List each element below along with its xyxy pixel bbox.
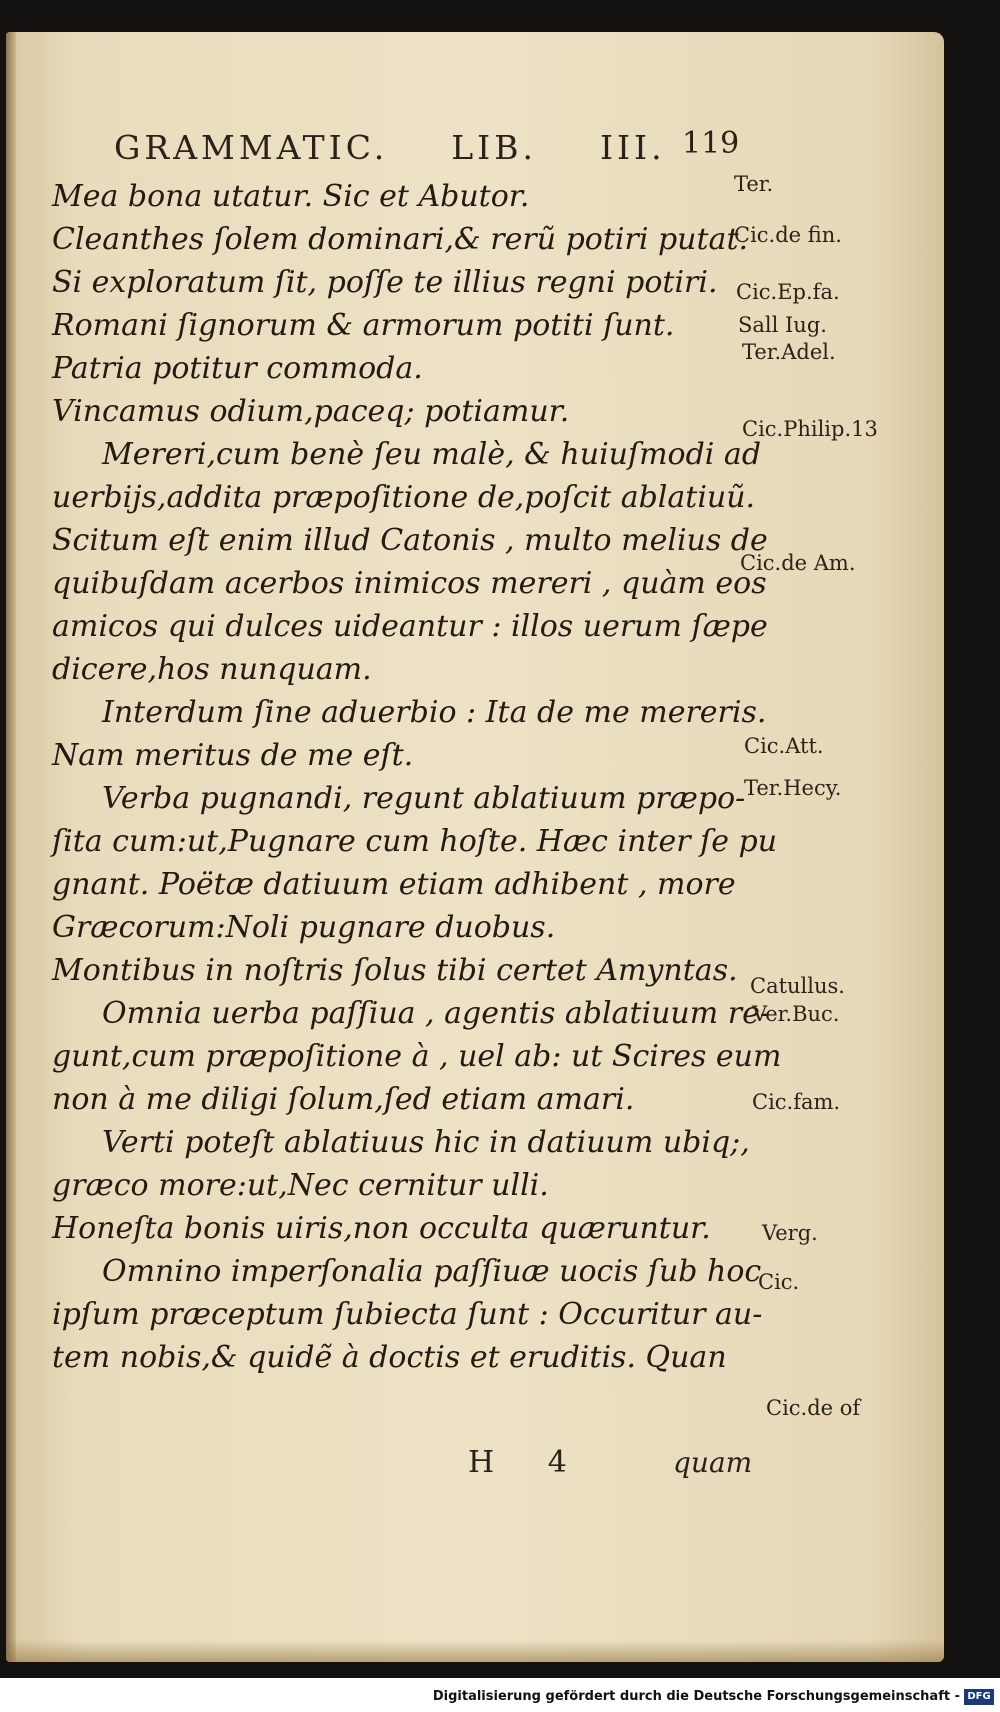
text-line: uerbijs,addita præpoſitione de,poſcit ablatiuũ. (52, 480, 756, 515)
text-line: Cleanthes ſolem dominari,& rerũ potiri putat. (52, 222, 749, 257)
credit-bar (0, 1678, 1000, 1712)
text-line: græco more:ut,Nec cernitur ulli. (52, 1168, 549, 1203)
page-number: 119 (682, 126, 740, 161)
text-line: Verti poteſt ablatiuus hic in datiuum ubiq;, (102, 1125, 750, 1160)
text-line: Scitum eſt enim illud Catonis , multo melius de (52, 523, 768, 558)
text-line: Mereri,cum benè ſeu malè, & huiuſmodi ad (102, 437, 762, 472)
text-line: Vincamus odium,paceq; potiamur. (52, 394, 570, 429)
text-line: ſita cum:ut,Pugnare cum hoſte. Hæc inter ſe pu (52, 824, 778, 859)
margin-note: Cic.de of (766, 1396, 861, 1420)
running-head-word: III. (599, 128, 666, 167)
text-line: Romani ſignorum & armorum potiti ſunt. (52, 308, 675, 343)
margin-note: Ver.Buc. (752, 1002, 840, 1026)
text-line: Nam meritus de me eſt. (52, 738, 414, 773)
running-head-word: LIB. (451, 128, 537, 167)
margin-note: Sall Iug. (738, 313, 827, 337)
margin-note: Ter.Hecy. (744, 776, 842, 800)
dfg-logo: DFG (964, 1689, 994, 1705)
margin-note: Catullus. (750, 974, 845, 998)
text-line: Honeſta bonis uiris,non occulta quæruntur. (52, 1211, 711, 1246)
text-line: dicere,hos nunquam. (52, 652, 372, 687)
signature-mark: H 4 (468, 1445, 589, 1480)
text-line: Verba pugnandi, regunt ablatiuum præpo- (102, 781, 746, 816)
margin-note: Cic.Ep.fa. (736, 280, 840, 304)
text-line: Interdum ſine aduerbio : Ita de me mereris. (102, 695, 767, 730)
text-line: ipſum præceptum ſubiecta ſunt : Occuritur au- (52, 1297, 763, 1332)
margin-note: Cic.de Am. (740, 551, 856, 575)
margin-note: Cic. (758, 1270, 800, 1294)
text-line: gunt,cum præpoſitione à , uel ab: ut Scires eum (52, 1039, 782, 1074)
text-line: Omnia uerba paſſiua , agentis ablatiuum re- (102, 996, 770, 1031)
text-line: tem nobis,& quidẽ à doctis et eruditis. Quan (52, 1340, 727, 1375)
margin-note: Cic.de fin. (734, 223, 842, 247)
text-line: Patria potitur commoda. (52, 351, 423, 386)
text-line: Mea bona utatur. Sic et Abutor. (52, 179, 530, 214)
running-head (114, 128, 666, 167)
margin-note: Cic.Philip.13 (742, 417, 878, 441)
text-line: non à me diligi ſolum,ſed etiam amari. (52, 1082, 635, 1117)
credit-text: Digitalisierung gefördert durch die Deutsche Forschungsgemeinschaft - (432, 1689, 960, 1704)
book-page (6, 32, 944, 1662)
text-line: quibuſdam acerbos inimicos mereri , quàm eos (52, 566, 767, 601)
margin-note: Ter. (734, 172, 774, 196)
text-line: Si exploratum ſit, poſſe te illius regni potiri. (52, 265, 718, 300)
text-line: amicos qui dulces uideantur : illos uerum ſæpe (52, 609, 768, 644)
margin-note: Cic.Att. (744, 734, 824, 758)
margin-note: Ter.Adel. (742, 340, 836, 364)
margin-note: Cic.fam. (752, 1090, 841, 1114)
catchword: quam (673, 1446, 753, 1479)
margin-note: Verg. (762, 1221, 818, 1245)
running-head-word: GRAMMATIC. (114, 128, 389, 167)
text-line: Græcorum:Noli pugnare duobus. (52, 910, 556, 945)
text-line: Omnino imperſonalia paſſiuæ uocis ſub hoc (102, 1254, 762, 1289)
text-line: Montibus in noſtris ſolus tibi certet Amyntas. (52, 953, 738, 988)
text-line: gnant. Poëtæ datiuum etiam adhibent , more (52, 867, 736, 902)
page-edge (6, 32, 16, 1662)
